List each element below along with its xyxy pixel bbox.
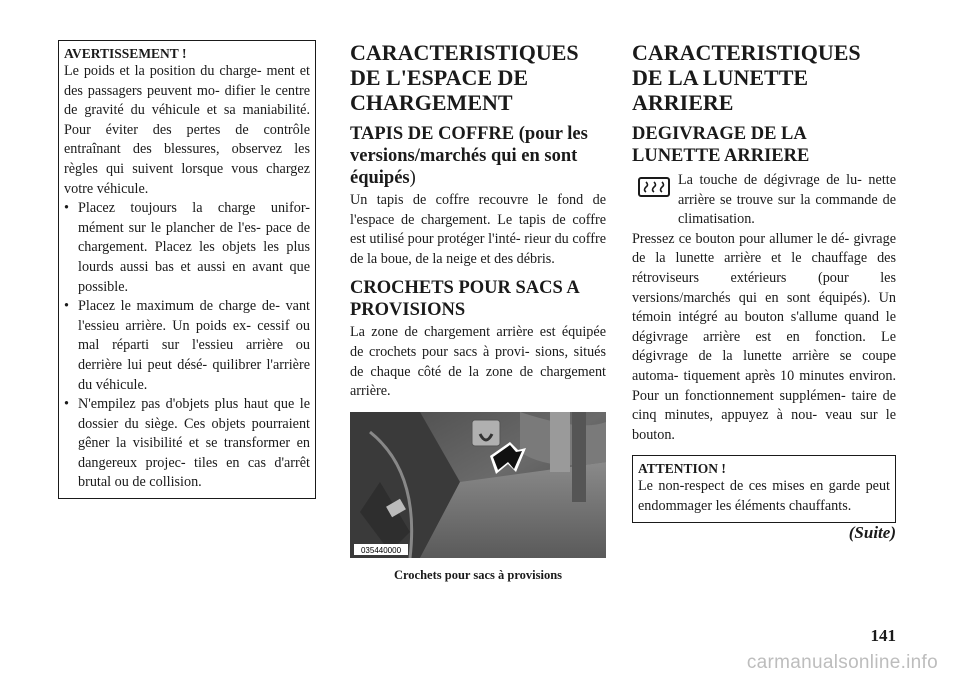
photo-caption: Crochets pour sacs à provisions <box>393 567 563 582</box>
rear-defrost-icon <box>636 175 672 199</box>
continued-row <box>632 523 896 545</box>
warning-text: Le poids et la position du charge- ment et des passagers peuvent mo- difier le centre de gravité du véhicule et sa maniabilité. Pour éviter des pertes de contrôle entraînant des blessures, observez les règles qui suivent lorsque vous chargez votre véhicule. <box>64 63 310 197</box>
cargo-mat-heading-close: ) <box>409 168 416 188</box>
warning-bullet-list <box>64 199 310 493</box>
attention-title: ATTENTION ! <box>638 461 726 477</box>
attention-text: Le non-respect de ces mises en garde peut endommager les éléments chauffants. <box>638 478 890 514</box>
defrost-intro <box>632 171 896 230</box>
right-column <box>632 40 896 545</box>
cargo-mat-heading-text: TAPIS DE COFFRE (pour les versions/marchés qui en sont équipés <box>350 124 588 188</box>
page-number: 141 <box>870 626 896 645</box>
grocery-hooks-photo-graphic <box>350 412 606 558</box>
grocery-hooks-photo <box>350 412 606 558</box>
cargo-section-heading: CARACTERISTIQUES DE L'ESPACE DE CHARGEMENT <box>350 40 579 115</box>
cargo-mat-heading <box>350 123 606 189</box>
attention-box <box>632 455 896 522</box>
rear-window-heading: CARACTERISTIQUES DE LA LUNETTE ARRIERE <box>632 40 861 115</box>
cargo-mat-text: Un tapis de coffre recouvre le fond de l'espace de chargement. Le tapis de coffre est utilisé pour protéger l'inté- rieur du coffre de la boue, de la neige et des débris. <box>350 192 606 267</box>
defrost-text: Pressez ce bouton pour allumer le dé- givrage de la lunette arrière et le chauffage des rétroviseurs extérieurs (pour les versions/marchés qui en sont équipés). Un témoin intégré au bouton s'allume quand le dégivrage arrière est en fonction. Le dégivrage de la lunette arrière se coupe automa- tiquement après 10 minutes environ. Pour un fonctionnement supplémen- taire de cinq minutes, appuyez à nou- veau sur le bouton. <box>632 230 896 443</box>
left-column <box>58 40 316 499</box>
photo-code: 035440000 <box>360 545 402 555</box>
warning-bullet: • Placez le maximum de charge de- vant l'essieu arrière. Un poids ex- cessif ou mal réparti sur l'essieu arrière ou derrière lui peut désé- quilibrer l'arrière du véhicule. <box>64 297 310 395</box>
continued-label: (Suite) <box>848 522 896 542</box>
warning-box <box>58 40 316 499</box>
middle-column <box>350 40 606 583</box>
grocery-hooks-text: La zone de chargement arrière est équipée de crochets pour sacs à provi- sions, situés de chaque côté de la zone de chargement arrière. <box>350 324 606 400</box>
defrost-intro-text: La touche de dégivrage de lu- nette arrière se trouve sur la commande de climatisation. <box>678 172 896 228</box>
rear-defrost-heading: DEGIVRAGE DE LA LUNETTE ARRIERE <box>632 124 810 166</box>
watermark: carmanualsonline.info <box>746 652 938 673</box>
warning-bullet: • N'empilez pas d'objets plus haut que le dossier du siège. Ces objets pourraient gêner la visibilité et se transformer en dangereux projec- tiles en cas d'arrêt brutal ou de collision. <box>64 395 310 493</box>
grocery-hooks-heading: CROCHETS POUR SACS A PROVISIONS <box>350 278 579 321</box>
warning-bullet: • Placez toujours la charge unifor- mément sur le plancher de l'es- pace de chargement. Placez les objets les plus lourds aussi bas et aussi en avant que possible. <box>64 199 310 297</box>
warning-title: AVERTISSEMENT ! <box>64 46 187 61</box>
